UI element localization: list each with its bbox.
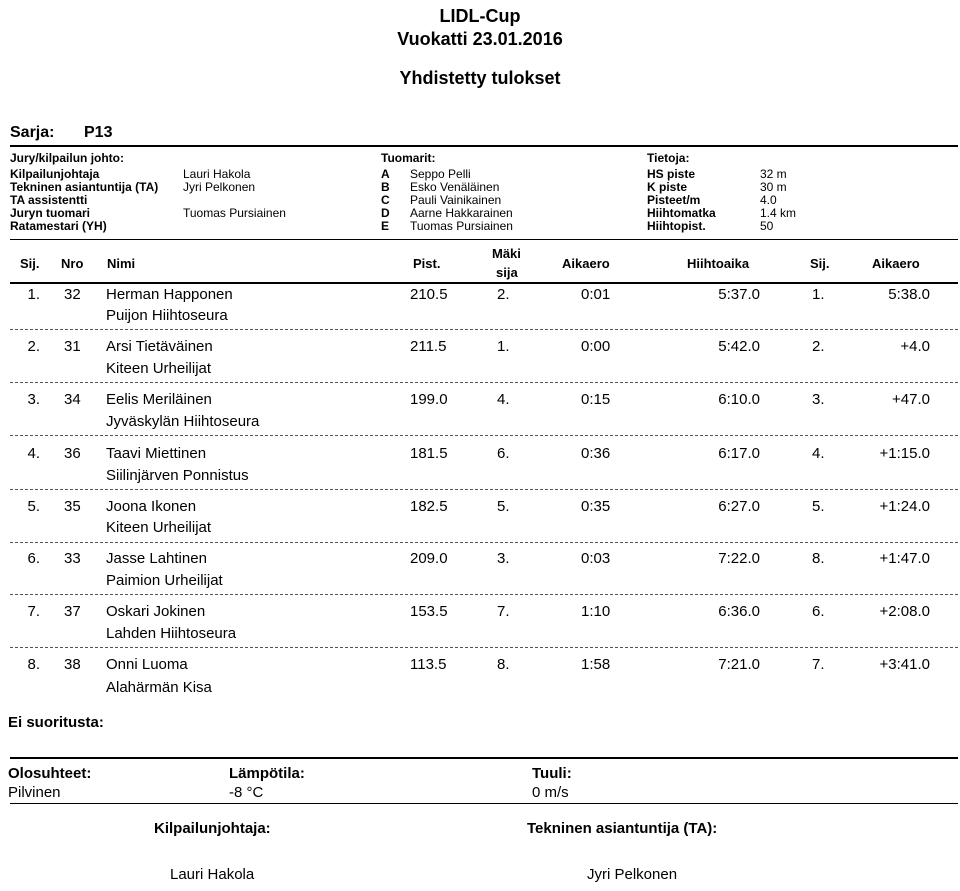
jury-value: Lauri Hakola xyxy=(183,167,251,181)
cell-ski-rank: 2. xyxy=(812,338,825,355)
info-heading: Tietoja: xyxy=(647,151,690,165)
director-signature-label: Kilpailunjohtaja: xyxy=(154,820,271,837)
weather-label: Olosuhteet: xyxy=(8,765,92,782)
cell-rank: 6. xyxy=(27,550,40,567)
cell-nro: 33 xyxy=(64,550,81,567)
info-label: HS piste xyxy=(647,167,696,181)
cell-jump-rank: 8. xyxy=(497,656,510,673)
cell-gap: 0:36 xyxy=(581,445,611,462)
series-divider xyxy=(10,145,958,147)
jury-label: Kilpailunjohtaja xyxy=(10,167,100,181)
judges-heading: Tuomarit: xyxy=(381,151,436,165)
cell-gap: 1:58 xyxy=(581,656,611,673)
cell-ski-rank: 6. xyxy=(812,603,825,620)
cell-final-gap: +1:15.0 xyxy=(879,445,930,462)
jury-label: Ratamestari (YH) xyxy=(10,219,107,233)
cell-ski-rank: 7. xyxy=(812,656,825,673)
judge-letter: B xyxy=(381,180,390,194)
cell-club: Jyväskylän Hiihtoseura xyxy=(106,413,260,430)
cell-name: Joona Ikonen xyxy=(106,498,197,515)
director-signature-name: Lauri Hakola xyxy=(170,866,255,883)
cell-rank: 5. xyxy=(27,498,40,515)
cell-nro: 34 xyxy=(64,391,81,408)
signatures-divider xyxy=(10,803,958,804)
cell-pist: 211.5 xyxy=(410,338,447,355)
jury-heading: Jury/kilpailun johto: xyxy=(10,151,125,165)
judge-name: Pauli Vainikainen xyxy=(410,193,502,207)
cell-rank: 1. xyxy=(27,286,40,303)
header-divider xyxy=(10,282,958,284)
cell-rank: 7. xyxy=(27,603,40,620)
cell-pist: 153.5 xyxy=(410,603,448,620)
info-value: 30 m xyxy=(760,180,787,194)
cell-rank: 3. xyxy=(27,391,40,408)
judge-letter: D xyxy=(381,206,390,220)
event-title: LIDL-Cup xyxy=(439,6,521,26)
cell-jump-rank: 3. xyxy=(497,550,510,567)
cell-nro: 38 xyxy=(64,656,81,673)
cell-ski-rank: 8. xyxy=(812,550,825,567)
row-divider xyxy=(10,435,958,436)
col-nro: Nro xyxy=(61,256,84,271)
cell-final-gap: +2:08.0 xyxy=(879,603,930,620)
col-maki-sija: sija xyxy=(496,265,518,280)
cell-pist: 209.0 xyxy=(410,550,448,567)
info-label: Pisteet/m xyxy=(647,193,701,207)
ta-signature-label: Tekninen asiantuntija (TA): xyxy=(527,820,718,837)
col-maki: Mäki xyxy=(492,246,521,261)
cell-pist: 182.5 xyxy=(410,498,448,515)
series-label: Sarja: xyxy=(10,124,55,141)
cell-final-gap: +1:24.0 xyxy=(879,498,930,515)
cell-name: Arsi Tietäväinen xyxy=(106,338,213,355)
jury-value: Jyri Pelkonen xyxy=(183,180,256,194)
cell-ski-rank: 3. xyxy=(812,391,825,408)
temperature-value: -8 °C xyxy=(229,784,264,801)
cell-jump-rank: 6. xyxy=(497,445,510,462)
cell-jump-rank: 2. xyxy=(497,286,510,303)
no-result-heading: Ei suoritusta: xyxy=(8,714,104,731)
cell-ski-rank: 5. xyxy=(812,498,825,515)
cell-club: Puijon Hiihtoseura xyxy=(106,307,228,324)
cell-final-gap: +47.0 xyxy=(892,391,930,408)
cell-final-gap: 5:38.0 xyxy=(888,286,930,303)
cell-jump-rank: 7. xyxy=(497,603,510,620)
row-divider xyxy=(10,382,958,383)
cell-gap: 0:15 xyxy=(581,391,611,408)
jury-divider xyxy=(10,239,958,240)
event-place-date: Vuokatti 23.01.2016 xyxy=(397,29,563,49)
row-divider xyxy=(10,329,958,330)
row-divider xyxy=(10,489,958,490)
temperature-label: Lämpötila: xyxy=(229,765,305,782)
cell-gap: 1:10 xyxy=(581,603,611,620)
cell-ski-time: 6:27.0 xyxy=(718,498,760,515)
judge-letter: E xyxy=(381,219,390,233)
info-label: Hiihtopist. xyxy=(647,219,706,233)
weather-value: Pilvinen xyxy=(8,784,61,801)
info-label: Hiihtomatka xyxy=(647,206,716,220)
cell-ski-time: 6:17.0 xyxy=(718,445,760,462)
judge-letter: C xyxy=(381,193,390,207)
cell-gap: 0:00 xyxy=(581,338,611,355)
cell-gap: 0:35 xyxy=(581,498,611,515)
cell-gap: 0:01 xyxy=(581,286,611,303)
cell-ski-rank: 1. xyxy=(812,286,825,303)
cell-ski-time: 5:42.0 xyxy=(718,338,760,355)
cell-final-gap: +1:47.0 xyxy=(879,550,930,567)
info-value: 1.4 km xyxy=(760,206,797,220)
cell-club: Kiteen Urheilijat xyxy=(106,360,212,377)
cell-jump-rank: 5. xyxy=(497,498,510,515)
cell-ski-time: 7:22.0 xyxy=(718,550,760,567)
info-label: K piste xyxy=(647,180,688,194)
cell-name: Jasse Lahtinen xyxy=(106,550,207,567)
cell-final-gap: +4.0 xyxy=(900,338,930,355)
cell-name: Herman Happonen xyxy=(106,286,233,303)
cell-club: Alahärmän Kisa xyxy=(106,679,212,696)
cell-ski-time: 7:21.0 xyxy=(718,656,760,673)
wind-label: Tuuli: xyxy=(532,765,572,782)
cell-club: Siilinjärven Ponnistus xyxy=(106,467,249,484)
row-divider xyxy=(10,594,958,595)
cell-jump-rank: 1. xyxy=(497,338,510,355)
cell-ski-time: 6:36.0 xyxy=(718,603,760,620)
cell-pist: 113.5 xyxy=(410,656,447,673)
ta-signature-name: Jyri Pelkonen xyxy=(587,866,678,883)
cell-ski-rank: 4. xyxy=(812,445,825,462)
series-value: P13 xyxy=(84,124,113,141)
judge-name: Esko Venäläinen xyxy=(410,180,500,194)
wind-value: 0 m/s xyxy=(532,784,569,801)
cell-rank: 8. xyxy=(27,656,40,673)
cell-name: Taavi Miettinen xyxy=(106,445,207,462)
col-pist: Pist. xyxy=(413,256,441,271)
cell-pist: 181.5 xyxy=(410,445,448,462)
cell-pist: 199.0 xyxy=(410,391,448,408)
col-aikaero: Aikaero xyxy=(562,256,610,271)
conditions-divider xyxy=(10,757,958,759)
info-value: 4.0 xyxy=(760,193,777,207)
judge-name: Seppo Pelli xyxy=(410,167,471,181)
cell-name: Eelis Meriläinen xyxy=(106,391,212,408)
cell-nro: 31 xyxy=(64,338,81,355)
cell-club: Paimion Urheilijat xyxy=(106,572,223,589)
cell-name: Oskari Jokinen xyxy=(106,603,206,620)
cell-gap: 0:03 xyxy=(581,550,611,567)
cell-ski-time: 5:37.0 xyxy=(718,286,760,303)
cell-nro: 37 xyxy=(64,603,81,620)
cell-pist: 210.5 xyxy=(410,286,448,303)
cell-rank: 2. xyxy=(27,338,40,355)
results-subtitle: Yhdistetty tulokset xyxy=(399,68,561,88)
cell-ski-time: 6:10.0 xyxy=(718,391,760,408)
jury-value: Tuomas Pursiainen xyxy=(183,206,286,220)
cell-rank: 4. xyxy=(27,445,40,462)
col-sij-ski: Sij. xyxy=(810,256,830,271)
jury-label: Tekninen asiantuntija (TA) xyxy=(10,180,159,194)
cell-nro: 35 xyxy=(64,498,81,515)
cell-nro: 36 xyxy=(64,445,81,462)
jury-label: TA assistentti xyxy=(10,193,88,207)
judge-name: Aarne Hakkarainen xyxy=(410,206,513,220)
col-hiihtoaika: Hiihtoaika xyxy=(687,256,750,271)
col-sij: Sij. xyxy=(20,256,40,271)
jury-label: Juryn tuomari xyxy=(10,206,91,220)
cell-nro: 32 xyxy=(64,286,81,303)
judge-name: Tuomas Pursiainen xyxy=(410,219,513,233)
cell-final-gap: +3:41.0 xyxy=(879,656,930,673)
cell-club: Kiteen Urheilijat xyxy=(106,519,212,536)
row-divider xyxy=(10,542,958,543)
cell-club: Lahden Hiihtoseura xyxy=(106,625,237,642)
judge-letter: A xyxy=(381,167,390,181)
info-value: 32 m xyxy=(760,167,787,181)
row-divider xyxy=(10,647,958,648)
col-nimi: Nimi xyxy=(107,256,136,271)
info-value: 50 xyxy=(760,219,774,233)
cell-name: Onni Luoma xyxy=(106,656,188,673)
col-aikaero-final: Aikaero xyxy=(872,256,920,271)
cell-jump-rank: 4. xyxy=(497,391,510,408)
